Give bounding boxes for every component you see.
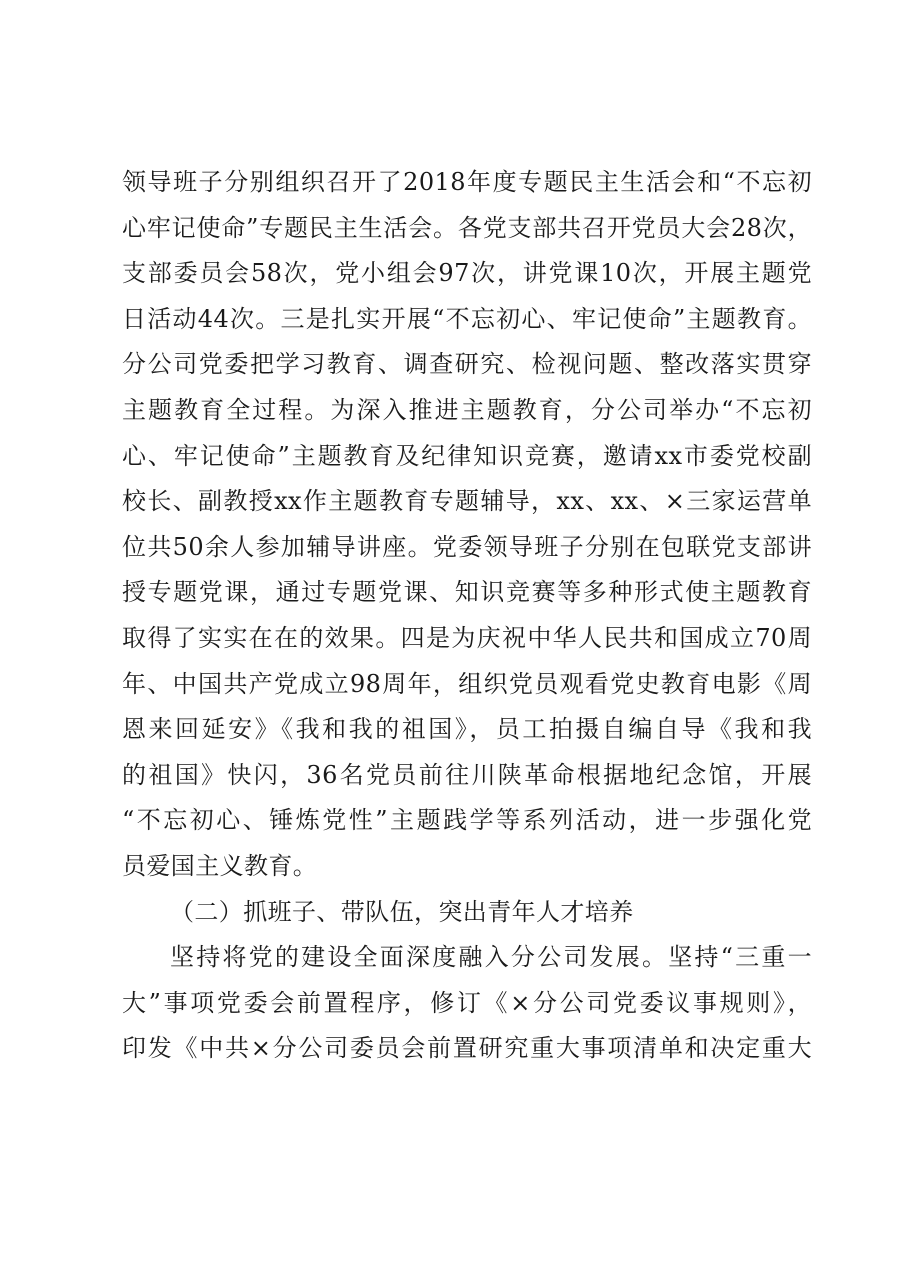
body-text-line: 分公司党委把学习教育、调查研究、检视问题、整改落实贯穿: [122, 350, 812, 379]
body-text-line: 员爱国主义教育。: [122, 851, 318, 880]
body-text-line: 年、中国共产党成立98周年，组织党员观看党史教育电影《周: [122, 669, 812, 698]
section-heading: （二）抓班子、带队伍，突出青年人才培养: [170, 897, 634, 926]
body-text-line: 的祖国》快闪，36名党员前往川陕革命根据地纪念馆，开展: [122, 760, 812, 789]
paragraph-first-line: 坚持将党的建设全面深度融入分公司发展。坚持“三重一: [170, 943, 812, 972]
body-text-line: 恩来回延安》《我和我的祖国》，员工拍摄自编自导《我和我: [122, 715, 812, 744]
body-text-line: 心牢记使命”专题民主生活会。各党支部共召开党员大会28次，: [122, 213, 812, 242]
body-text-line: 印发《中共×分公司委员会前置研究重大事项清单和决定重大: [122, 1034, 812, 1063]
body-text-line: “不忘初心、锤炼党性”主题践学等系列活动，进一步强化党: [122, 806, 812, 835]
body-text-line: 领导班子分别组织召开了2018年度专题民主生活会和“不忘初: [122, 168, 812, 196]
document-body: [122, 160, 812, 1072]
body-text-line: 取得了实实在在的效果。四是为庆祝中华人民共和国成立70周: [122, 623, 812, 652]
body-text-line: 支部委员会58次，党小组会97次，讲党课10次，开展主题党: [122, 259, 812, 288]
body-text-line: 日活动44次。三是扎实开展“不忘初心、牢记使命”主题教育。: [122, 304, 812, 333]
body-text-line: 心、牢记使命”主题教育及纪律知识竞赛，邀请xx市委党校副: [122, 441, 812, 470]
body-text-line: 位共50余人参加辅导讲座。党委领导班子分别在包联党支部讲: [122, 532, 812, 561]
body-text-line: 主题教育全过程。为深入推进主题教育，分公司举办“不忘初: [122, 395, 812, 424]
body-text-line: 校长、副教授xx作主题教育专题辅导，xx、xx、×三家运营单: [122, 487, 812, 516]
body-text-line: 大”事项党委会前置程序，修订《×分公司党委议事规则》，: [122, 988, 812, 1017]
body-text-line: 授专题党课，通过专题党课、知识竞赛等多种形式使主题教育: [122, 578, 812, 607]
